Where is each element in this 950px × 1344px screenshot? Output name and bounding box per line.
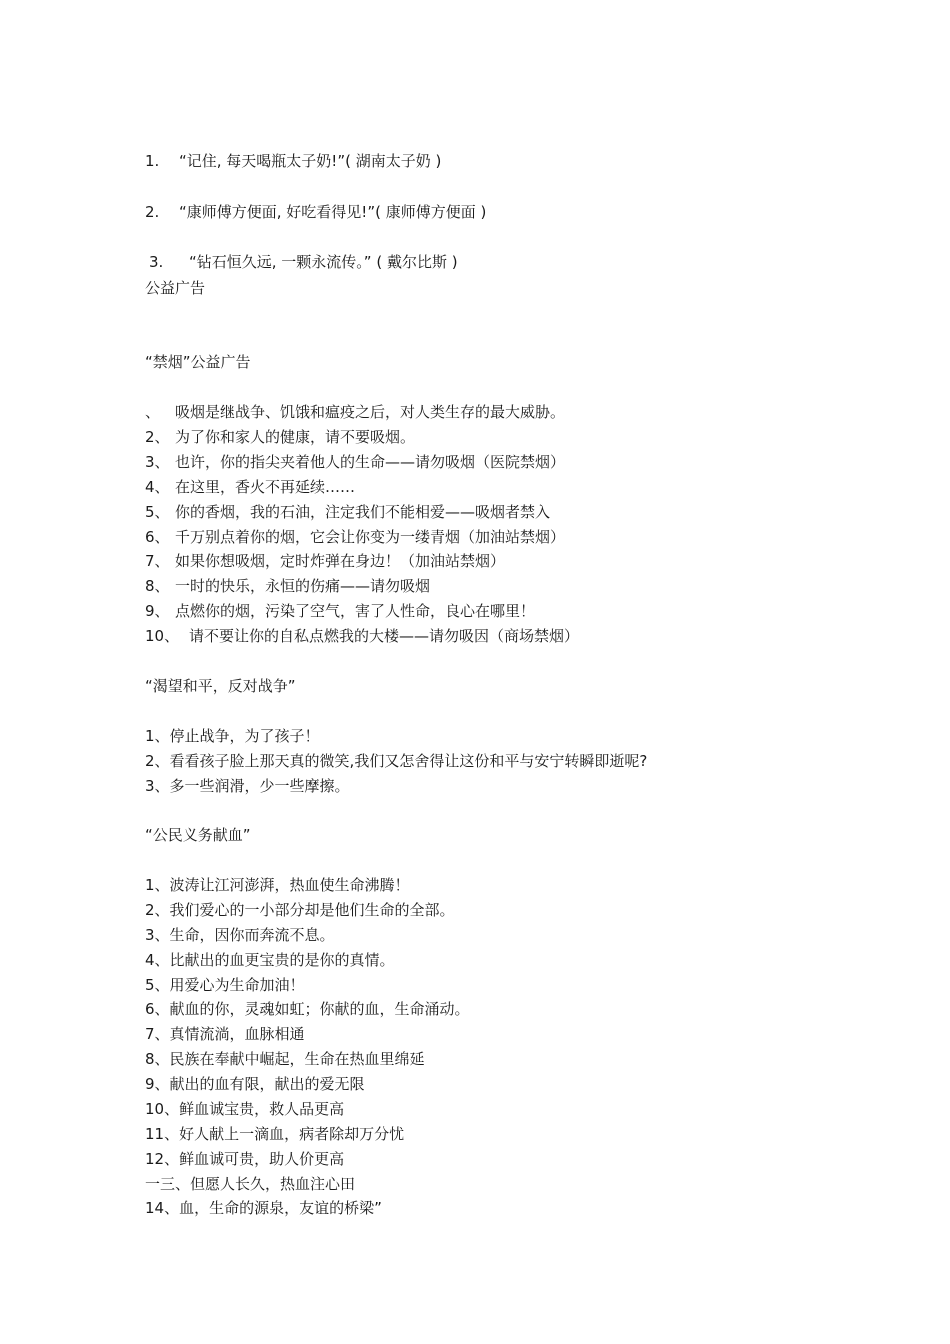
commercial-ad-number: 2. [145, 203, 160, 221]
blood-item: 5、用爱心为生命加油！ [145, 976, 305, 994]
commercial-ad-1 [145, 151, 441, 171]
peace-section-title: “渴望和平，反对战争” [145, 677, 296, 695]
item-number: 8、 [145, 577, 170, 595]
smoking-section-title: “禁烟”公益广告 [145, 353, 251, 371]
blood-item: 9、献出的血有限，献出的爱无限 [145, 1075, 365, 1093]
blood-item: 2、我们爱心的一小部分却是他们生命的全部。 [145, 901, 455, 919]
smoking-item [145, 601, 535, 621]
item-text: 千万别点着你的烟，它会让你变为一缕青烟（加油站禁烟） [175, 528, 566, 546]
item-number: 5、 [145, 503, 170, 521]
public-ads-heading: 公益广告 [145, 279, 206, 297]
item-number: 、 [145, 403, 161, 421]
commercial-ad-2 [145, 202, 486, 222]
item-text: 为了你和家人的健康，请不要吸烟。 [175, 428, 416, 446]
smoking-item [145, 427, 415, 447]
item-text: 吸烟是继战争、饥饿和瘟疫之后，对人类生存的最大威胁。 [175, 403, 566, 421]
commercial-ad-3 [149, 252, 458, 272]
commercial-ad-text: “记住, 每天喝瓶太子奶!”( 湖南太子奶 ) [179, 152, 442, 170]
item-text: 如果你想吸烟，定时炸弹在身边！（加油站禁烟） [175, 552, 506, 570]
smoking-item [145, 502, 550, 522]
item-number: 10、 [145, 627, 180, 645]
blood-item: 6、献血的你，灵魂如虹；你献的血，生命涌动。 [145, 1000, 470, 1018]
smoking-item [145, 477, 355, 497]
commercial-ad-number: 1. [145, 152, 160, 170]
blood-item: 4、比献出的血更宝贵的是你的真情。 [145, 951, 395, 969]
item-text: 也许，你的指尖夹着他人的生命——请勿吸烟（医院禁烟） [175, 453, 566, 471]
blood-item: 3、生命，因你而奔流不息。 [145, 926, 335, 944]
commercial-ad-text: “钻石恒久远, 一颗永流传。” ( 戴尔比斯 ) [189, 253, 458, 271]
item-number: 9、 [145, 602, 170, 620]
item-number: 2、 [145, 428, 170, 446]
item-text: 在这里，香火不再延续…… [175, 478, 356, 496]
smoking-item [145, 551, 505, 571]
peace-item: 3、多一些润滑，少一些摩擦。 [145, 777, 350, 795]
smoking-item [145, 452, 565, 472]
blood-item: 1、波涛让江河澎湃，热血使生命沸腾！ [145, 876, 410, 894]
item-text: 点燃你的烟，污染了空气，害了人性命，良心在哪里！ [175, 602, 536, 620]
item-text: 一时的快乐，永恒的伤痛——请勿吸烟 [175, 577, 431, 595]
blood-section-title: “公民义务献血” [145, 826, 251, 844]
blood-item: 7、真情流淌，血脉相通 [145, 1025, 305, 1043]
item-number: 4、 [145, 478, 170, 496]
blood-item: 8、民族在奉献中崛起，生命在热血里绵延 [145, 1050, 425, 1068]
smoking-item [145, 402, 565, 422]
item-number: 3、 [145, 453, 170, 471]
commercial-ad-text: “康师傅方便面, 好吃看得见!”( 康师傅方便面 ) [179, 203, 487, 221]
smoking-item [145, 527, 565, 547]
blood-item: 10、鲜血诚宝贵，救人品更高 [145, 1100, 345, 1118]
smoking-item [145, 626, 579, 646]
item-number: 7、 [145, 552, 170, 570]
blood-item: 12、鲜血诚可贵，助人价更高 [145, 1150, 345, 1168]
blood-item: 14、血，生命的源泉，友谊的桥梁” [145, 1199, 382, 1217]
peace-item: 2、看看孩子脸上那天真的微笑,我们又怎舍得让这份和平与安宁转瞬即逝呢? [145, 752, 648, 770]
blood-item: 一三、但愿人长久，热血注心田 [145, 1175, 356, 1193]
blood-item: 11、好人献上一滴血，病者除却万分忧 [145, 1125, 405, 1143]
commercial-ad-number: 3. [149, 253, 164, 271]
smoking-item [145, 576, 430, 596]
item-text: 你的香烟，我的石油，注定我们不能相爱——吸烟者禁入 [175, 503, 551, 521]
peace-item: 1、停止战争，为了孩子！ [145, 727, 320, 745]
item-number: 6、 [145, 528, 170, 546]
item-text: 请不要让你的自私点燃我的大楼——请勿吸因（商场禁烟） [189, 627, 580, 645]
